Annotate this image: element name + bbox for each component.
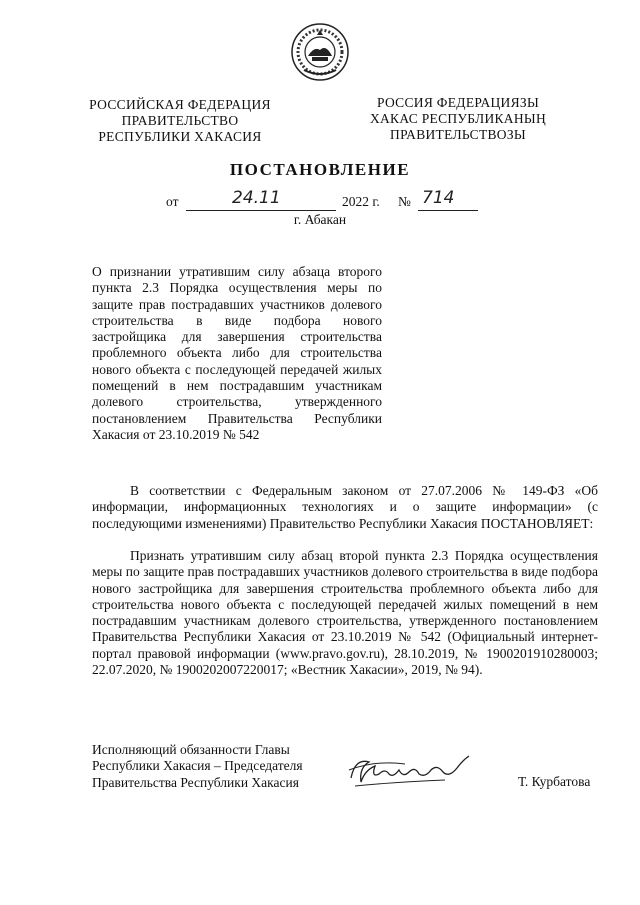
header-left-line-3: РЕСПУБЛИКИ ХАКАСИЯ xyxy=(98,129,262,144)
body-paragraph-2: Признать утратившим силу абзац второй пункта 2.3 Порядка осуществления меры по защите прав пострадавших участников долевого строительства в виде подбора нового застройщика для завершения строительства проблемного объекта либо для строительства нового объекта с последующей передачей жилых помещений в нем пострадавшим участникам долевого строительства, утвержденного постановлением Правительства Республики Хакасия от 23.10.2019 № 542 (Официальный интернет-портал правовой информации (www.pravo.gov.ru), 28.10.2019, № 1900201910280003; 22.07.2020, № 1900202007220017; «Вестник Хакасии», 2019, № 94). xyxy=(92,548,598,678)
handwritten-signature-icon xyxy=(345,748,475,792)
number-handwritten: 714 xyxy=(422,188,455,208)
date-from-label: от xyxy=(166,194,179,209)
date-handwritten: 24.11 xyxy=(232,188,281,208)
header-right-line-1: РОССИЯ ФЕДЕРАЦИЯЗЫ xyxy=(376,95,540,110)
signatory-position-line-1: Исполняющий обязанности Главы xyxy=(92,742,290,757)
header-right-line-3: ПРАВИТЕЛЬСТВОЗЫ xyxy=(390,127,526,142)
body-paragraph-1: В соответствии с Федеральным законом от 27.07.2006 № 149-ФЗ «Об информации, информационных технологиях и о защите информации» (с последующими изменениями) Правительство Республики Хакасия ПОСТАНОВЛЯЕТ: xyxy=(92,483,598,531)
signatory-name: Т. Курбатова xyxy=(518,774,591,789)
header-left-line-1: РОССИЙСКАЯ ФЕДЕРАЦИЯ xyxy=(89,97,271,112)
signatory-position xyxy=(92,742,303,791)
city-label: г. Абакан xyxy=(293,212,347,227)
coat-of-arms-icon xyxy=(290,22,350,82)
header-right xyxy=(358,95,558,143)
signatory-position-line-3: Правительства Республики Хакасия xyxy=(92,774,299,790)
header-left xyxy=(80,97,280,145)
document-subject: О признании утратившим силу абзаца второго пункта 2.3 Порядка осуществления меры по защите прав пострадавших участников долевого строительства в виде подбора нового застройщика для завершения строительства проблемного объекта либо для строительства нового объекта с последующей передачей жилых помещений в нем пострадавшим участникам долевого строительства, утвержденного постановлением Правительства Республики Хакасия от 23.10.2019 № 542 xyxy=(92,264,382,442)
header-right-line-2: ХАКАС РЕСПУБЛИКАНЫҢ xyxy=(369,111,547,126)
document-title: ПОСТАНОВЛЕНИЕ xyxy=(229,160,411,179)
number-label: № xyxy=(398,194,411,209)
signatory-position-line-2: Республики Хакасия – Председателя xyxy=(92,758,303,774)
date-year: 2022 г. xyxy=(342,194,380,209)
header-left-line-2: ПРАВИТЕЛЬСТВО xyxy=(121,113,239,128)
